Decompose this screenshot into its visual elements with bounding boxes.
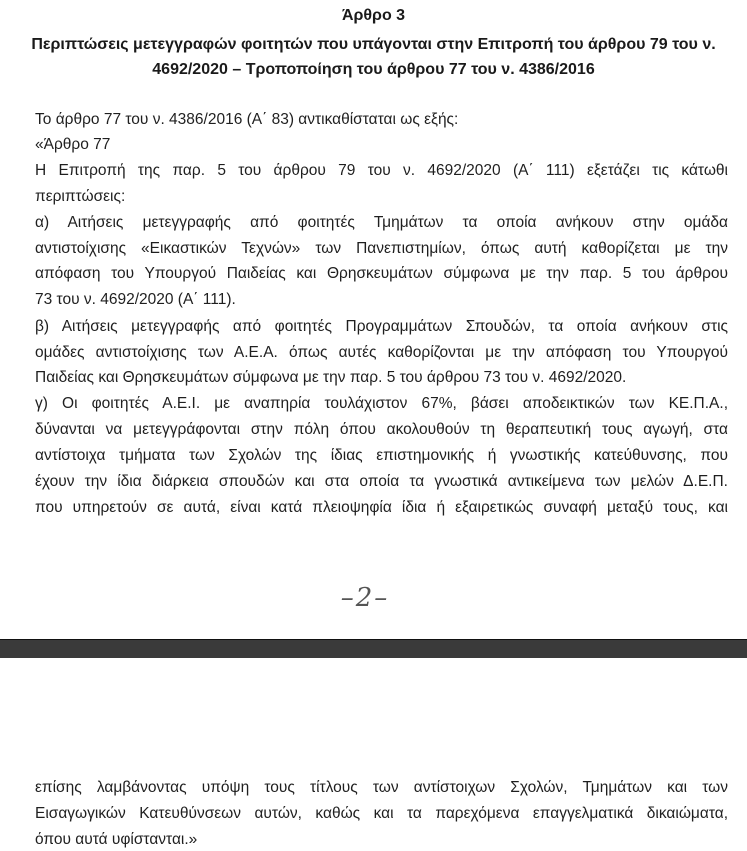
document-page-3 [0,658,747,850]
paragraph-line: Το άρθρο 77 του ν. 4386/2016 (Α΄ 83) αντικαθίσταται ως εξής: [35,111,459,128]
article-subtitle-line-2: 4692/2020 – Τροποποίηση του άρθρου 77 του ν. 4386/2016 [152,61,595,78]
paragraph-line: δύνανται να μετεγγράφονται στην πόλη όπου ακολουθούν τη θεραπευτική τους αγωγή, στα [35,421,728,438]
article-title: Άρθρο 3 [341,7,406,24]
paragraph-line: β) Αιτήσεις μετεγγραφής από φοιτητές Προγραμμάτων Σπουδών, τα οποία ανήκουν στις [35,318,728,335]
paragraph-line: αντιστοίχισης «Εικαστικών Τεχνών» των Πανεπιστημίων, όπως αυτή καθορίζεται με την [35,240,728,257]
paragraph-line: που υπηρετούν σε αυτά, είναι κατά πλειοψηφία ίδια ή εξαιρετικώς συναφή μεταξύ τους, και [35,499,728,516]
paragraph-line: Παιδείας και Θρησκευμάτων σύμφωνα με την παρ. 5 του άρθρου 73 του ν. 4692/2020. [35,369,627,386]
paragraph-line: «Άρθρο 77 [35,136,111,153]
paragraph-line: α) Αιτήσεις μετεγγραφής από φοιτητές Τμημάτων τα οποία ανήκουν στην ομάδα [35,214,728,231]
paragraph-line: αντίστοιχα τμήματα των Σχολών της ίδιας επιστημονικής ή γνωστικής κατεύθυνσης, που [35,447,728,464]
handwritten-page-number: –2– [340,583,390,613]
page-separator [0,639,747,659]
paragraph-line: ομάδες αντιστοίχισης των Α.Ε.Α. όπως αυτές καθορίζονται με την απόφαση του Υπουργού [35,344,728,361]
paragraph-line: περιπτώσεις: [35,188,126,205]
continuation-line: όπου αυτά υφίστανται.» [35,831,198,848]
continuation-line: επίσης λαμβάνοντας υπόψη τους τίτλους των αντίστοιχων Σχολών, Τμημάτων και των [35,779,728,796]
paragraph-line: Η Επιτροπή της παρ. 5 του άρθρου 79 του ν. 4692/2020 (Α΄ 111) εξετάζει τις κάτωθι [35,162,728,179]
continuation-line: Εισαγωγικών Κατευθύνσεων αυτών, καθώς και τα παρεχόμενα επαγγελματικά δικαιώματα, [35,805,728,822]
paragraph-line: απόφαση του Υπουργού Παιδείας και Θρησκευμάτων σύμφωνα με την παρ. 5 του άρθρου [35,265,728,282]
paragraph-line: γ) Οι φοιτητές Α.Ε.Ι. με αναπηρία τουλάχιστον 67%, βάσει αποδεικτικών των ΚΕ.Π.Α., [35,395,728,412]
article-subtitle-line-1: Περιπτώσεις μετεγγραφών φοιτητών που υπάγονται στην Επιτροπή του άρθρου 79 του ν. [31,36,716,53]
paragraph-line: 73 του ν. 4692/2020 (Α΄ 111). [35,291,236,308]
paragraph-line: έχουν την ίδια διάρκεια σπουδών και στα οποία τα γνωστικά αντικείμενα των μελών Δ.Ε.Π. [35,473,728,490]
